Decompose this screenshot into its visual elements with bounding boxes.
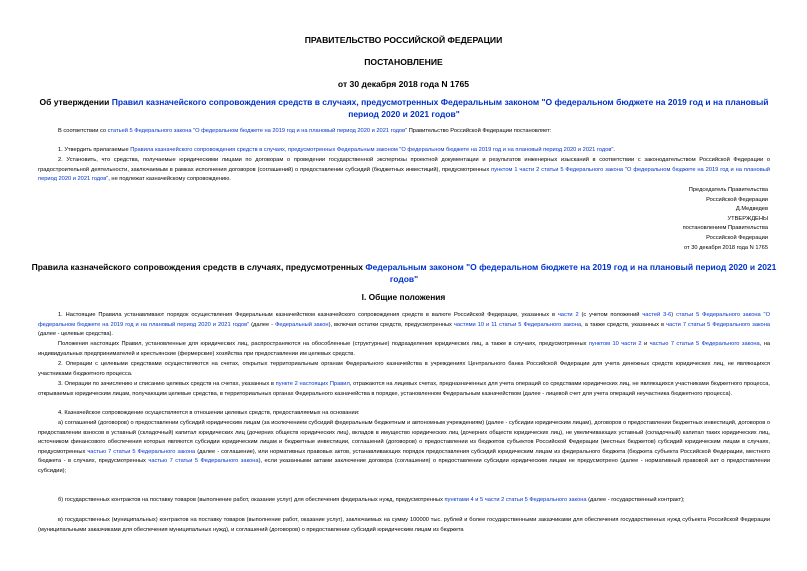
signature-country: Российской Федерации — [706, 196, 768, 203]
parts-3-6-link[interactable]: частей 3-6 — [642, 312, 672, 318]
paragraph-1: 1. Настоящие Правила устанавливают порядок осуществления Федеральным казначейством казначейского сопровождения средств в валюте Российской Федерации, указанных в части 2 (с учетом положений частей 3-6) статьи 5 Федерального закона "О федеральном бюджете на 2019 год и на плановый период 2020 и 2021 годов" (далее - Федеральный закон), включая остатки средств, предусмотренных частями 10 и 11 статьи 5 Федерального закона, а также средств, указанных в части 7 статьи 5 Федерального закона (далее - целевые средства). — [38, 312, 771, 337]
paragraph-a: а) соглашений (договоров) о предоставлении субсидий юридическим лицам (за исключением субсидий федеральным бюджетным и автономным учреждениям) (далее - субсидии юридическим лицам), договоров о предоставлении бюджетных инвестиций, договоров о предоставлении взносов в уставный (складочный) капитал юридических лиц (дочерних обществ юридических лиц), вкладов в имущество юридических лиц (дочерних обществ юридических лиц), не увеличивающих уставный (складочный) капитал таких юридических лиц, источником финансового обеспечения которых являются субсидии юридическим лицам и бюджетные инвестиции, соглашений (договоров) о предоставлении из бюджетов субъектов Российской Федерации (местных бюджетов) субсидий юридическим лицам в случаях, предусмотренных частью 7 статьи 5 Федерального закона (далее - соглашение), или нормативных правовых актов, устанавливающих порядок предоставления субсидий юридическим лицам из федерального бюджета (бюджета субъекта Российской Федерации, местного бюджета - в случаях, предусмотренных частью 7 статьи 5 Федерального закона), если указанными актами заключение договора (соглашения) о предоставлении субсидии юридическим лицам не предусмотрено (далее - нормативный правовой акт о предоставлении субсидии); — [38, 420, 771, 474]
federal-law-short-link[interactable]: Федеральный закон — [275, 321, 329, 328]
part-7-link[interactable]: части 7 статьи 5 Федерального закона — [666, 321, 771, 328]
paragraph-c: в) государственных (муниципальных) контрактов на поставку товаров (выполнение работ, оказание услуг), заключаемых на сумму 100000 тыс. рублей и более государственными заказчиками для обеспечения государственных нужд субъекта Российской Федерации (муниципальными заказчиками для обеспечения муниципальных нужд), и соглашений (договоров) о предоставлении субсидий юридическим лицам из бюджета — [38, 517, 770, 533]
approved-date: от 30 декабря 2018 года N 1765 — [683, 244, 768, 251]
preamble-paragraph: В соответствии со статьей 5 Федерального закона "О федеральном бюджете на 2019 год и на плановый период 2020 и 2021 годов" Правительство Российской Федерации постановляет: — [58, 128, 552, 134]
document-date-number: от 30 декабря 2018 года N 1765 — [337, 79, 470, 89]
federal-law-link[interactable]: Федеральным законом "О федеральном бюджете на 2019 год и на плановый период 2020 и 2021 годов" — [365, 262, 777, 284]
signature-title: Председатель Правительства — [688, 187, 768, 193]
paragraph-2: 2. Операции с целевыми средствами осуществляются на счетах, открытых территориальным органам Федерального казначейства в учреждениях Центрального банка Российской Федерации для учета денежных средств юридических лиц, не являющихся участниками бюджетного процесса. — [38, 361, 770, 377]
government-heading: ПРАВИТЕЛЬСТВО РОССИЙСКОЙ ФЕДЕРАЦИИ — [304, 35, 503, 45]
section-1-heading: I. Общие положения — [361, 292, 446, 302]
parts-10-11-link[interactable]: частями 10 и 11 статьи 5 Федерального закона — [453, 321, 582, 328]
paragraph-4: 4. Казначейское сопровождение осуществляется в отношении целевых средств, предоставляемых на основании: — [58, 410, 360, 416]
approved-label: УТВЕРЖДЕНЫ — [727, 215, 768, 222]
paragraph-3: 3. Операции по зачислению и списанию целевых средств на счетах, указанных в пункте 2 настоящих Правил, отражаются на лицевых счетах, предназначенных для учета операций со средствами юридических лиц, не являющихся участниками бюджетного процесса, открываемых юридическим лицам, получающим целевые средства, в территориальных органах Федерального казначейства в порядке, установленном Федеральным казначейством (далее - лицевой счет для учета операций неучастника бюджетного процесса). — [38, 381, 770, 397]
article-5-point-1-link[interactable]: пунктом 1 части 2 статьи 5 Федерального закона "О федеральном бюджете на 2019 год и на плановый период 2020 и 2021 годов" — [38, 166, 770, 182]
item-2-paragraph: 2. Установить, что средства, получаемые юридическими лицами по договорам о проведении государственной экспертизы проектной документации и результатов инженерных изысканий в соответствии с законодательством Российской Федерации о градостроительной деятельности, заключаемым в рамках исполнения договоров (соглашений) о предоставлении субсидий (бюджетных инвестиций), предусмотренных пунктом 1 части 2 статьи 5 Федерального закона "О федеральном бюджете на 2019 год и на плановый период 2020 и 2021 годов", не подлежат казначейскому сопровождению. — [38, 157, 770, 182]
paragraph-b: б) государственных контрактов на поставку товаров (выполнение работ, оказание услуг) для обеспечения федеральных нужд, предусмотренных пунктами 4 и 5 части 2 статьи 5 Федерального закона (далее - государственный контракт); — [58, 497, 685, 503]
document-type-heading: ПОСТАНОВЛЕНИЕ — [364, 57, 443, 67]
points-4-5-link[interactable]: пунктами 4 и 5 части 2 статьи 5 Федерального закона — [444, 497, 587, 503]
article-5-law-link[interactable]: статьи 5 Федерального закона "О федеральном бюджете на 2019 год и на плановый период 2020 и 2021 годов" — [38, 312, 771, 328]
document-title: Об утверждении Правил казначейского сопровождения средств в случаях, предусмотренных Федеральным законом "О федеральном бюджете на 2019 год и на плановый период 2020 и 2021 годов" — [39, 97, 769, 119]
point-10-part-2-link[interactable]: пунктом 10 части 2 — [588, 341, 642, 347]
approved-country: Российской Федерации — [706, 234, 768, 241]
law-article-5-link[interactable]: статьей 5 Федерального закона "О федеральном бюджете на 2019 год и на плановый период 2020 и 2021 годов" — [107, 128, 408, 134]
paragraph-1-extra: Положения настоящих Правил, установленные для юридических лиц, распространяются на обособленные (структурные) подразделения юридических лиц, а также в случаях, предусмотренных пунктом 10 части 2 и частью 7 статьи 5 Федерального закона, на индивидуальных предпринимателей и крестьянские (фермерские) хозяйства при предоставлении им целевых средств. — [38, 341, 770, 357]
signature-block — [560, 186, 768, 253]
part-2-link[interactable]: части 2 — [557, 312, 579, 318]
part-7-article-5-link-a1[interactable]: частью 7 статьи 5 Федерального закона — [87, 448, 196, 455]
item-1-paragraph: 1. Утвердить прилагаемые Правила казначейского сопровождения средств в случаях, предусмотренных Федеральным законом "О федеральном бюджете на 2019 год и на плановый период 2020 и 2021 годов". — [58, 147, 615, 153]
signature-name: Д.Медведев — [735, 206, 768, 213]
part-7-article-5-link[interactable]: частью 7 статьи 5 Федерального закона — [649, 341, 760, 347]
point-2-rules-link[interactable]: пункте 2 настоящих Правил — [275, 381, 350, 387]
title-link[interactable]: Правил казначейского сопровождения средств в случаях, предусмотренных Федеральным законом "О федеральном бюджете на 2019 год и на плановый период 2020 и 2021 годов" — [111, 97, 769, 119]
rules-link[interactable]: Правила казначейского сопровождения средств в случаях, предусмотренных Федеральным законом "О федеральном бюджете на 2019 год и на плановый период 2020 и 2021 годов" — [130, 147, 614, 153]
approved-by: постановлением Правительства — [682, 225, 768, 232]
rules-title: Правила казначейского сопровождения средств в случаях, предусмотренных Федеральным законом "О федеральном бюджете на 2019 год и на плановый период 2020 и 2021 годов" — [31, 262, 777, 284]
part-7-article-5-link-a2[interactable]: частью 7 статьи 5 Федерального закона — [148, 458, 259, 464]
